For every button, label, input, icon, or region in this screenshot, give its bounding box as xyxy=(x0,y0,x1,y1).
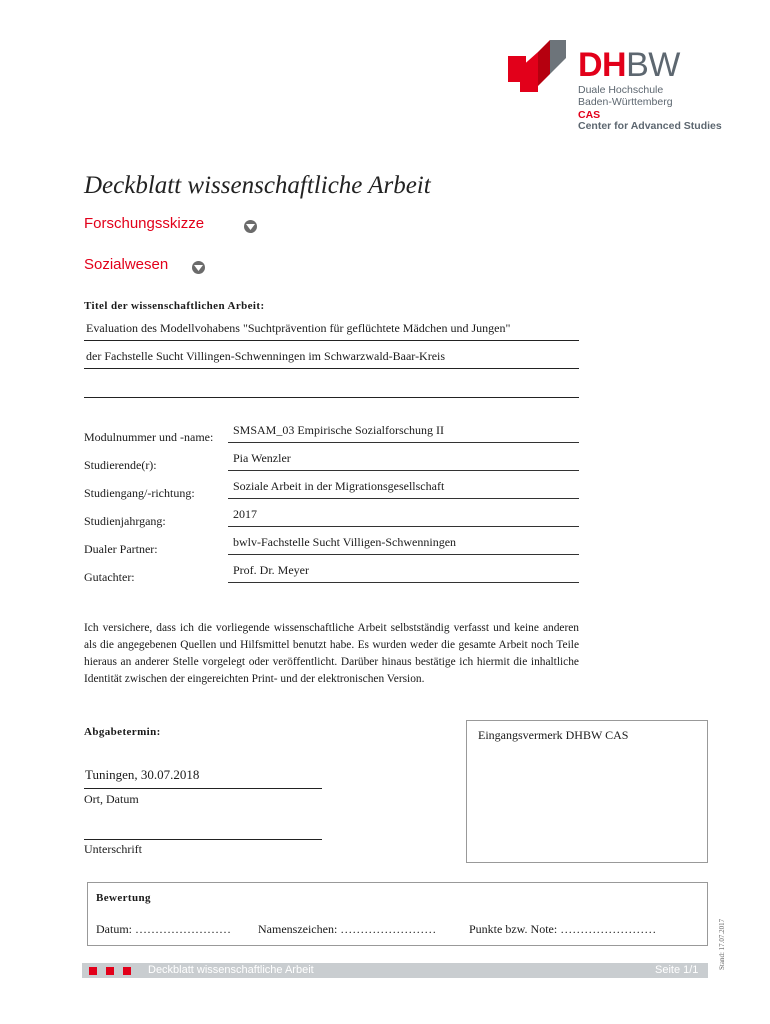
course-label: Studiengang/-richtung: xyxy=(84,486,195,500)
logo-line-1: Duale Hochschule xyxy=(578,84,664,96)
declaration-text: Ich versichere, dass ich die vorliegende wissenschaftliche Arbeit selbstständig verfasst und keine anderen als die angegebenen Quellen und Hilfsmittel benutzt habe. Es wurden weder die gesamte Arbeit noch Teile hieraus an anderer Stelle vorgelegt oder veröffentlicht. Darüber hinaus bestätige ich hiermit die inhaltliche Identität zwischen der eingereichten Print- und der elektronischen Version. xyxy=(84,622,579,685)
footer-square-icon xyxy=(106,967,114,975)
evaluation-grade: Punkte bzw. Note: …………………… xyxy=(469,922,657,936)
signature-field[interactable] xyxy=(84,815,322,839)
footer-square-icon xyxy=(89,967,97,975)
field-underline xyxy=(228,582,579,583)
work-type-select[interactable] xyxy=(84,214,257,233)
field-underline xyxy=(228,526,579,527)
work-type-value: Forschungsskizze xyxy=(84,215,205,232)
reviewer-label: Gutachter: xyxy=(84,570,135,584)
place-date-caption: Ort, Datum xyxy=(84,792,139,806)
partner-label: Dualer Partner: xyxy=(84,542,158,556)
modul-field[interactable]: SMSAM_03 Empirische Sozialforschung II xyxy=(233,423,444,437)
modul-label: Modulnummer und -name: xyxy=(84,430,214,444)
field-value: Sozialwesen xyxy=(84,256,169,273)
revision-note: Stand: 17.07.2017 xyxy=(718,918,726,970)
place-date-field[interactable]: Tuningen, 30.07.2018 xyxy=(85,767,200,782)
year-field[interactable]: 2017 xyxy=(233,507,257,521)
submission-label: Abgabetermin: xyxy=(84,726,161,738)
page-title: Deckblatt wissenschaftliche Arbeit xyxy=(84,172,431,199)
student-label: Studierende(r): xyxy=(84,458,157,472)
field-select[interactable] xyxy=(84,255,205,274)
place-date-line xyxy=(84,788,322,789)
divider xyxy=(84,368,579,369)
divider xyxy=(84,397,579,398)
footer-square-icon xyxy=(123,967,131,975)
field-underline xyxy=(228,498,579,499)
signature-caption: Unterschrift xyxy=(84,842,142,856)
footer-title: Deckblatt wissenschaftliche Arbeit xyxy=(148,964,314,976)
evaluation-title: Bewertung xyxy=(96,892,151,904)
dhbw-logo-mark xyxy=(508,40,572,96)
evaluation-date: Datum: …………………… xyxy=(96,922,231,936)
evaluation-initials: Namenszeichen: …………………… xyxy=(258,922,437,936)
signature-line xyxy=(84,839,322,840)
logo-dh: DH xyxy=(578,46,627,84)
partner-field[interactable]: bwlv-Fachstelle Sucht Villigen-Schwenningen xyxy=(233,535,457,549)
logo-center: Center for Advanced Studies xyxy=(578,120,722,132)
field-underline xyxy=(228,554,579,555)
dhbw-wordmark xyxy=(578,48,680,82)
logo-cas: CAS xyxy=(578,109,601,121)
reviewer-field[interactable]: Prof. Dr. Meyer xyxy=(233,563,309,577)
logo-bw: BW xyxy=(626,46,680,84)
thesis-title-line-2[interactable]: der Fachstelle Sucht Villingen-Schwenningen im Schwarzwald-Baar-Kreis xyxy=(86,349,446,363)
footer-page: Seite 1/1 xyxy=(655,964,699,976)
field-underline xyxy=(228,470,579,471)
student-field[interactable]: Pia Wenzler xyxy=(233,451,291,465)
chevron-down-icon[interactable] xyxy=(244,220,257,233)
year-label: Studienjahrgang: xyxy=(84,514,166,528)
thesis-title-label: Titel der wissenschaftlichen Arbeit: xyxy=(84,300,265,312)
receipt-stamp-label: Eingangsvermerk DHBW CAS xyxy=(478,728,629,742)
field-underline xyxy=(228,442,579,443)
divider xyxy=(84,340,579,341)
course-field[interactable]: Soziale Arbeit in der Migrationsgesellschaft xyxy=(233,479,445,493)
logo-line-2: Baden-Württemberg xyxy=(578,96,673,108)
thesis-title-line-1[interactable]: Evaluation des Modellvohabens "Suchtprävention für geflüchtete Mädchen und Jungen" xyxy=(86,321,511,335)
chevron-down-icon[interactable] xyxy=(192,261,205,274)
